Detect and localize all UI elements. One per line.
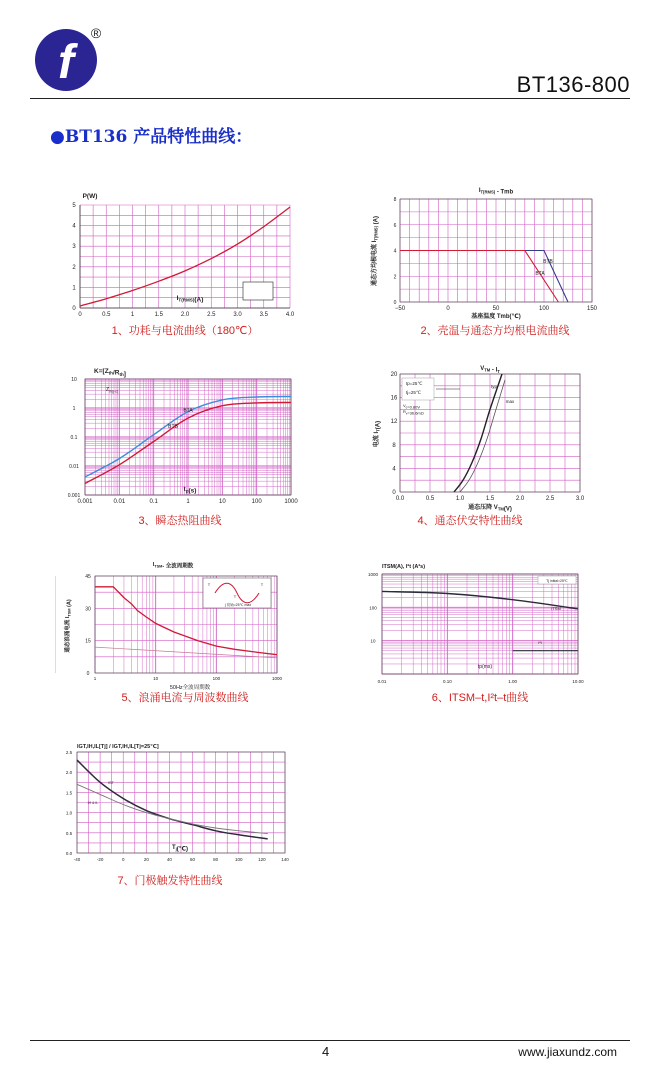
- y-axis-label: 通态浪涌电流 $I_{TSM}$ (A): [65, 599, 73, 653]
- y-axis-label: 电流 $I_T(A)$: [374, 420, 382, 448]
- y-tick-label: 2.0: [65, 770, 73, 776]
- y-tick-label: 10: [71, 377, 77, 383]
- y-tick-label: 8: [392, 442, 396, 449]
- y-tick-label: 1: [72, 406, 76, 412]
- chart-power-vs-current: [55, 190, 315, 330]
- x-tick-label: 120: [258, 857, 266, 862]
- y-tick-label: 0.1: [70, 435, 78, 441]
- x-axis-label: tp(ms): [477, 664, 493, 670]
- y-tick-label: 30: [85, 606, 91, 613]
- series-label-itsm: ITSM: [551, 606, 561, 611]
- y-tick-label: 0: [392, 490, 396, 496]
- chart-itsm-i2t: [360, 560, 595, 690]
- y-tick-label: 4: [393, 248, 397, 255]
- x-tick-label: 10: [218, 499, 226, 505]
- y-tick-label: 1: [72, 285, 76, 292]
- x-tick-label: 1.5: [154, 312, 163, 318]
- x-tick-label: 80: [213, 857, 219, 862]
- x-tick-label: 0: [121, 857, 125, 862]
- footer-divider: [30, 1040, 630, 1041]
- y-tick-label: 1.5: [65, 790, 73, 796]
- x-tick-label: 1: [186, 499, 190, 505]
- x-tick-label: 3.5: [259, 312, 268, 318]
- y-tick-label: 4: [392, 466, 396, 473]
- param-v0: $V_0=0.80V$: [403, 403, 421, 410]
- y-tick-label: 2: [393, 274, 397, 281]
- chart-surge-current: [55, 556, 295, 691]
- series-label-bta: BTA: [535, 271, 545, 277]
- x-tick-label: 20: [143, 857, 149, 862]
- y-tick-label: 4: [72, 223, 76, 230]
- x-tick-label: 1: [93, 676, 97, 681]
- chart-title: IGT,IH,IL[Tj] / IGT,IH,IL[Tj=25℃]: [77, 744, 159, 750]
- x-tick-label: 1.5: [485, 496, 495, 502]
- x-axis-label: 50Hz全波周期数: [169, 685, 211, 691]
- x-tick-label: 0: [446, 306, 450, 312]
- x-tick-label: 0.5: [425, 496, 435, 502]
- chart-title: $I_{TSM}-$ 全波周期数: [152, 562, 194, 570]
- chart-case-temp-vs-current: [360, 185, 610, 335]
- page-number: 4: [322, 1044, 330, 1059]
- chart-gate-trigger: [55, 740, 295, 870]
- y-tick-label: 0.5: [65, 830, 73, 836]
- company-logo: [33, 22, 103, 92]
- y-tick-label: 10: [370, 638, 376, 644]
- y-tick-label: 45: [85, 574, 91, 580]
- y-tick-label: 12: [390, 419, 398, 426]
- x-tick-label: 2.5: [545, 496, 555, 502]
- series-line: [382, 591, 578, 608]
- caption-chart-4: 4、通态伏安特性曲线: [417, 515, 523, 527]
- plot-frame: [382, 574, 578, 674]
- series-label-btb: BTB: [543, 259, 553, 265]
- x-axis-label: 通态压降 $V_{TM}(V)$: [468, 505, 512, 513]
- legend-item: Tj initial=25℃: [546, 579, 568, 583]
- inset-label: T: [260, 582, 264, 587]
- y-axis-label: 通态方均根电流 $I_{T(RMS)}$ (A): [372, 216, 380, 286]
- y-tick-label: 0.0: [65, 851, 73, 856]
- chart-title: ITSM(A), I²t (A²s): [382, 564, 426, 570]
- x-tick-label: 0.001: [77, 499, 93, 505]
- curve-label: $Z_{th(j-c)}$: [105, 387, 119, 394]
- section-title: ●BT136 产品特性曲线：: [50, 127, 253, 147]
- y-tick-label: 15: [85, 638, 91, 645]
- series-label-bta: BTA: [183, 408, 193, 414]
- x-tick-label: 100: [235, 857, 243, 862]
- x-tick-label: 100: [251, 499, 262, 505]
- series-label-ih: IH & IL: [87, 801, 99, 805]
- y-tick-label: 0.001: [67, 493, 81, 499]
- param-rs: $R_s=36.6m\Omega$: [403, 409, 424, 416]
- chart-transient-thermal-impedance: [55, 365, 315, 515]
- y-axis-label: P(W): [82, 193, 98, 200]
- registered-mark: ®: [90, 25, 102, 41]
- y-tick-label: 0: [72, 306, 76, 312]
- x-tick-label: 1: [130, 312, 135, 318]
- x-tick-label: 0.10: [442, 679, 452, 684]
- x-tick-label: 60: [190, 857, 196, 862]
- y-tick-label: 5: [72, 203, 76, 209]
- inset-label: T: [233, 594, 237, 599]
- series-label-btb: BTB: [168, 424, 178, 430]
- chart-on-state-vi: [360, 362, 610, 517]
- x-axis-label: $I_{T(RMS)}(A)$: [176, 295, 204, 304]
- x-tick-label: 3.0: [575, 496, 585, 502]
- series-label-max: max: [505, 399, 515, 404]
- y-tick-label: 8: [393, 197, 397, 203]
- x-tick-label: -40: [73, 857, 81, 862]
- x-tick-label: 10: [153, 676, 159, 681]
- header-divider: [30, 98, 630, 99]
- x-tick-label: 0.1: [149, 499, 158, 505]
- y-tick-label: 100: [369, 605, 377, 611]
- y-tick-label: 0.01: [69, 464, 79, 470]
- caption-chart-6: 6、ITSM–t,I²t–t曲线: [431, 692, 529, 704]
- x-tick-label: −50: [394, 306, 406, 312]
- legend-item: tj=25℃: [406, 390, 421, 395]
- y-tick-label: 0: [86, 671, 90, 677]
- series-label-i2t: I²t: [538, 640, 542, 645]
- x-tick-label: 40: [166, 857, 172, 862]
- y-tick-label: 1000: [367, 572, 379, 577]
- caption-chart-7: 7、门极触发特性曲线: [117, 875, 223, 887]
- series-label-typ: typ: [490, 384, 498, 389]
- y-axis-label: $K=[Z_{th}/R_{th}]$: [94, 368, 126, 378]
- x-tick-label: 4.0: [285, 312, 295, 318]
- x-tick-label: 1000: [284, 499, 298, 505]
- x-tick-label: 100: [538, 306, 550, 312]
- y-tick-label: 1.0: [65, 810, 73, 816]
- x-tick-label: 0: [78, 312, 82, 318]
- y-tick-label: 6: [393, 222, 397, 229]
- inset-label: j 初始=25℃ max: [224, 603, 252, 607]
- x-tick-label: 1.00: [508, 679, 518, 684]
- x-axis-label: $t_p(s)$: [183, 486, 197, 495]
- x-tick-label: 150: [586, 306, 598, 312]
- x-axis-label: 基座温度 Tmb(℃): [471, 314, 521, 320]
- x-tick-label: 1.0: [455, 496, 465, 502]
- y-tick-label: 2: [72, 264, 76, 271]
- series-line: [95, 647, 277, 658]
- x-tick-label: 2.0: [180, 312, 190, 318]
- caption-chart-2: 2、壳温与通态方均根电流曲线: [420, 325, 570, 337]
- caption-chart-3: 3、瞬态热阻曲线: [138, 515, 222, 527]
- logo-letter: f: [58, 36, 74, 89]
- caption-chart-1: 1、功耗与电流曲线（180℃）: [111, 325, 259, 337]
- x-axis-label: $T_j(℃)$: [171, 845, 189, 853]
- waveform-inset: [243, 282, 273, 300]
- x-tick-label: 0.01: [377, 679, 387, 684]
- x-tick-label: 0.01: [113, 499, 126, 505]
- x-tick-label: 0.0: [395, 496, 405, 502]
- series-label-igt: IGT: [108, 781, 114, 785]
- website: www.jiaxundz.com: [518, 1045, 617, 1059]
- x-tick-label: -20: [96, 857, 104, 862]
- chart-title: $I_{T(RMS)}$ - Tmb: [478, 188, 514, 196]
- x-tick-label: 50: [492, 306, 500, 312]
- x-tick-label: 10.00: [572, 679, 584, 684]
- x-tick-label: 2.5: [207, 312, 216, 318]
- x-tick-label: 140: [281, 857, 289, 862]
- x-tick-label: 0.5: [102, 312, 111, 318]
- series-line: [77, 784, 268, 833]
- legend-item: tp=25℃: [406, 381, 423, 386]
- x-tick-label: 1000: [271, 676, 283, 681]
- caption-chart-5: 5、浪涌电流与周波数曲线: [121, 692, 249, 704]
- part-number: BT136-800: [516, 72, 630, 97]
- inset-label: T: [207, 582, 211, 587]
- y-tick-label: 2.5: [65, 750, 73, 755]
- chart-title: $V_{TM} - I_T$: [480, 366, 500, 374]
- x-tick-label: 2.0: [515, 496, 525, 502]
- x-tick-label: 3.0: [233, 312, 242, 318]
- y-tick-label: 20: [390, 372, 398, 378]
- y-tick-label: 16: [390, 395, 398, 402]
- y-tick-label: 0: [393, 300, 397, 306]
- x-tick-label: 100: [212, 676, 221, 681]
- y-tick-label: 3: [72, 244, 76, 251]
